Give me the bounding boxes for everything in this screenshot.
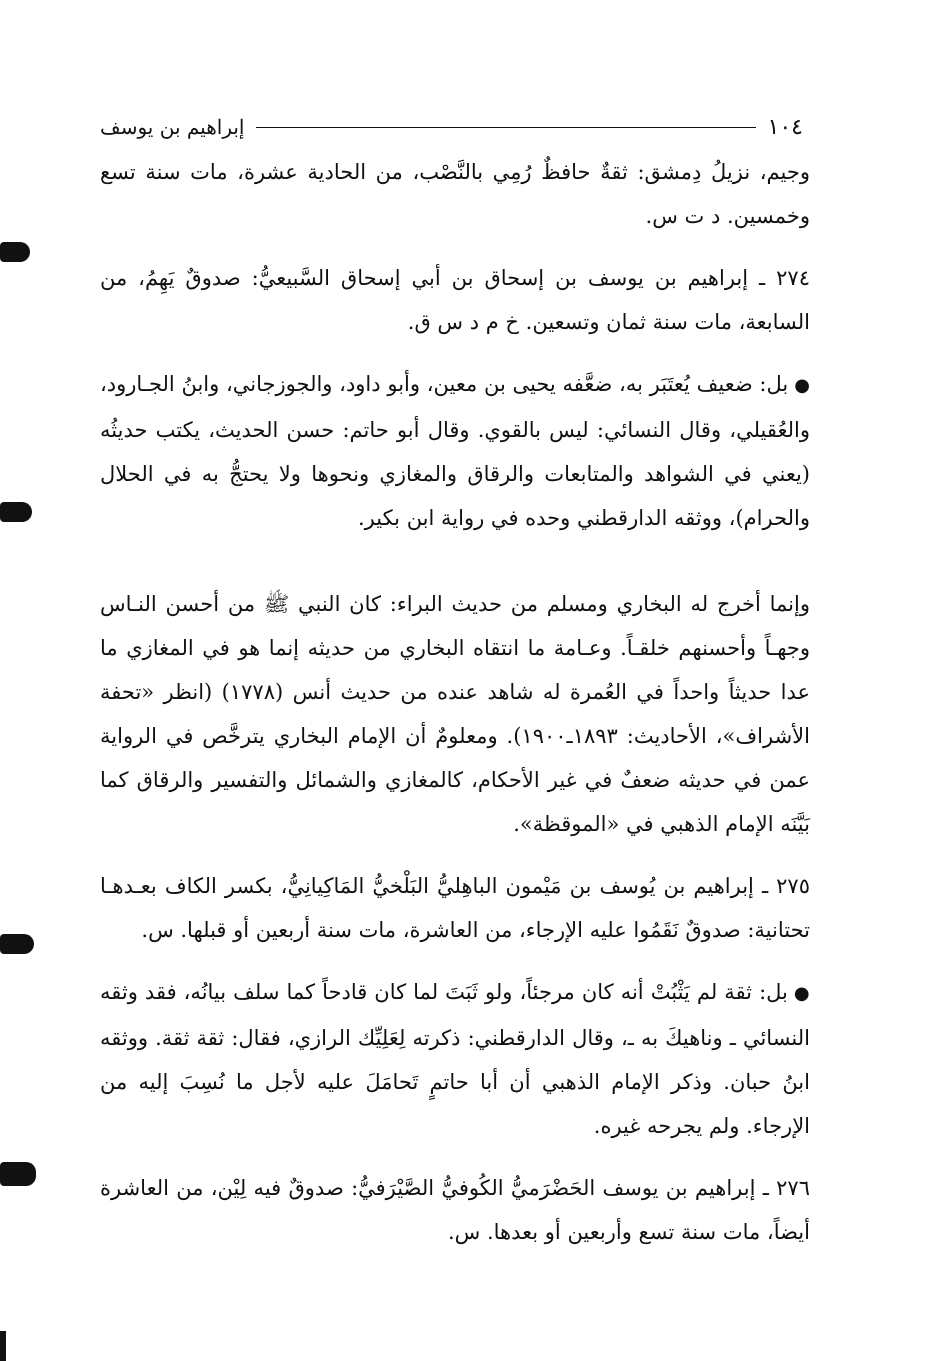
bullet-icon: ●: [794, 375, 810, 396]
page-number: ١٠٤: [767, 114, 803, 140]
header-rule: [256, 127, 755, 128]
commentary-274-continued: وإنما أخرج له البخاري ومسلم من حديث البراء: كان النبي ﷺ من أحسن النـاس وجهـاً وأحسنهم خلقـاً. وعـامة ما انتقاه البخاري من حديثه إنما هو في المغازي ما عدا حديثاً واحداً في العُمرة له شاهد عنده من حديث أنس (١٧٧٨) (انظر «تحفة الأشراف»، الأحاديث: ١٨٩٣ـ١٩٠٠). ومعلومٌ أن الإمام البخاري يترخَّص في الرواية عمن في حديثه ضعفٌ في غير الأحكام، كالمغازي والشمائل والتفسير والرقاق كما بَيَّنَه الإمام الذهبي في «الموقظة».: [100, 592, 811, 836]
scan-edge-mark: [0, 242, 30, 262]
page-header: [100, 112, 803, 142]
commentary-274-text: بل: ضعيف يُعتَبَر به، ضعَّفه يحيى بن معين، وأبو داود، والجوزجاني، وابنُ الجـارود، والعُقيلي، وقال النسائي: ليس بالقوي. وقال أبو حاتم: حسن الحديث، يكتب حديثُه (يعني في الشواهد والمتابعات والرقاق والمغازي ونحوها ولا يحتجُّ به في الحلال والحرام)، ووثقه الدارقطني وحده في رواية ابن بكير.: [100, 372, 810, 530]
scan-edge-mark: [0, 1331, 6, 1361]
entry-275: ٢٧٥ ـ إبراهيم بن يُوسف بن مَيْمون الباهِليُّ البَلْخيُّ المَاكِيانِيُّ، بكسر الكاف بعـدهـا تحتانية: صدوقٌ نَقَمُوا عليه الإرجاء، من العاشرة، مات سنة أربعين أو قبلها. س.: [100, 874, 810, 942]
commentary-275-text: بل: ثقة لم يَثْبُتْ أنه كان مرجئاً، ولو ثَبَتَ لما كان قادحاً كما سلف بيانُه، فقد وثقه النسائي ـ وناهيكَ به ـ، وقال الدارقطني: ذكرته لِعَلِيِّك الرازي، فقال: ثقة ثقة. ووثقه ابنُ حبان. وذكر الإمام الذهبي أن أبا حاتمٍ تَحامَلَ عليه لأجل ما نُسِبَ إليه من الإرجاء. ولم يجرحه غيره.: [100, 980, 810, 1138]
scan-edge-mark: [0, 934, 34, 954]
entry-276: ٢٧٦ ـ إبراهيم بن يوسف الحَضْرَميُّ الكُوفيُّ الصَّيْرَفيُّ: صدوقٌ فيه لِيْن، من العاشرة أيضاً، مات سنة تسع وأربعين أو بعدها. س.: [100, 1176, 810, 1244]
bullet-icon: ●: [793, 983, 810, 1004]
paragraph-continuation: وجيم، نزيلُ دِمشق: ثقةٌ حافظٌ رُمِي بالنَّصْب، من الحادية عشرة، مات سنة تسع وخمسين. د ت س.: [100, 160, 810, 228]
scan-edge-mark: [0, 502, 32, 522]
commentary-274: [100, 362, 810, 540]
page-body: [100, 150, 810, 1254]
entry-274: ٢٧٤ ـ إبراهيم بن يوسف بن إسحاق بن أبي إسحاق السَّبيعيُّ: صدوقٌ يَهِمُ، من السابعة، مات سنة ثمان وتسعين. خ م د س ق.: [100, 266, 810, 334]
commentary-275: [100, 970, 810, 1148]
running-title: إبراهيم بن يوسف: [100, 115, 245, 139]
scan-edge-mark: [0, 1162, 36, 1186]
